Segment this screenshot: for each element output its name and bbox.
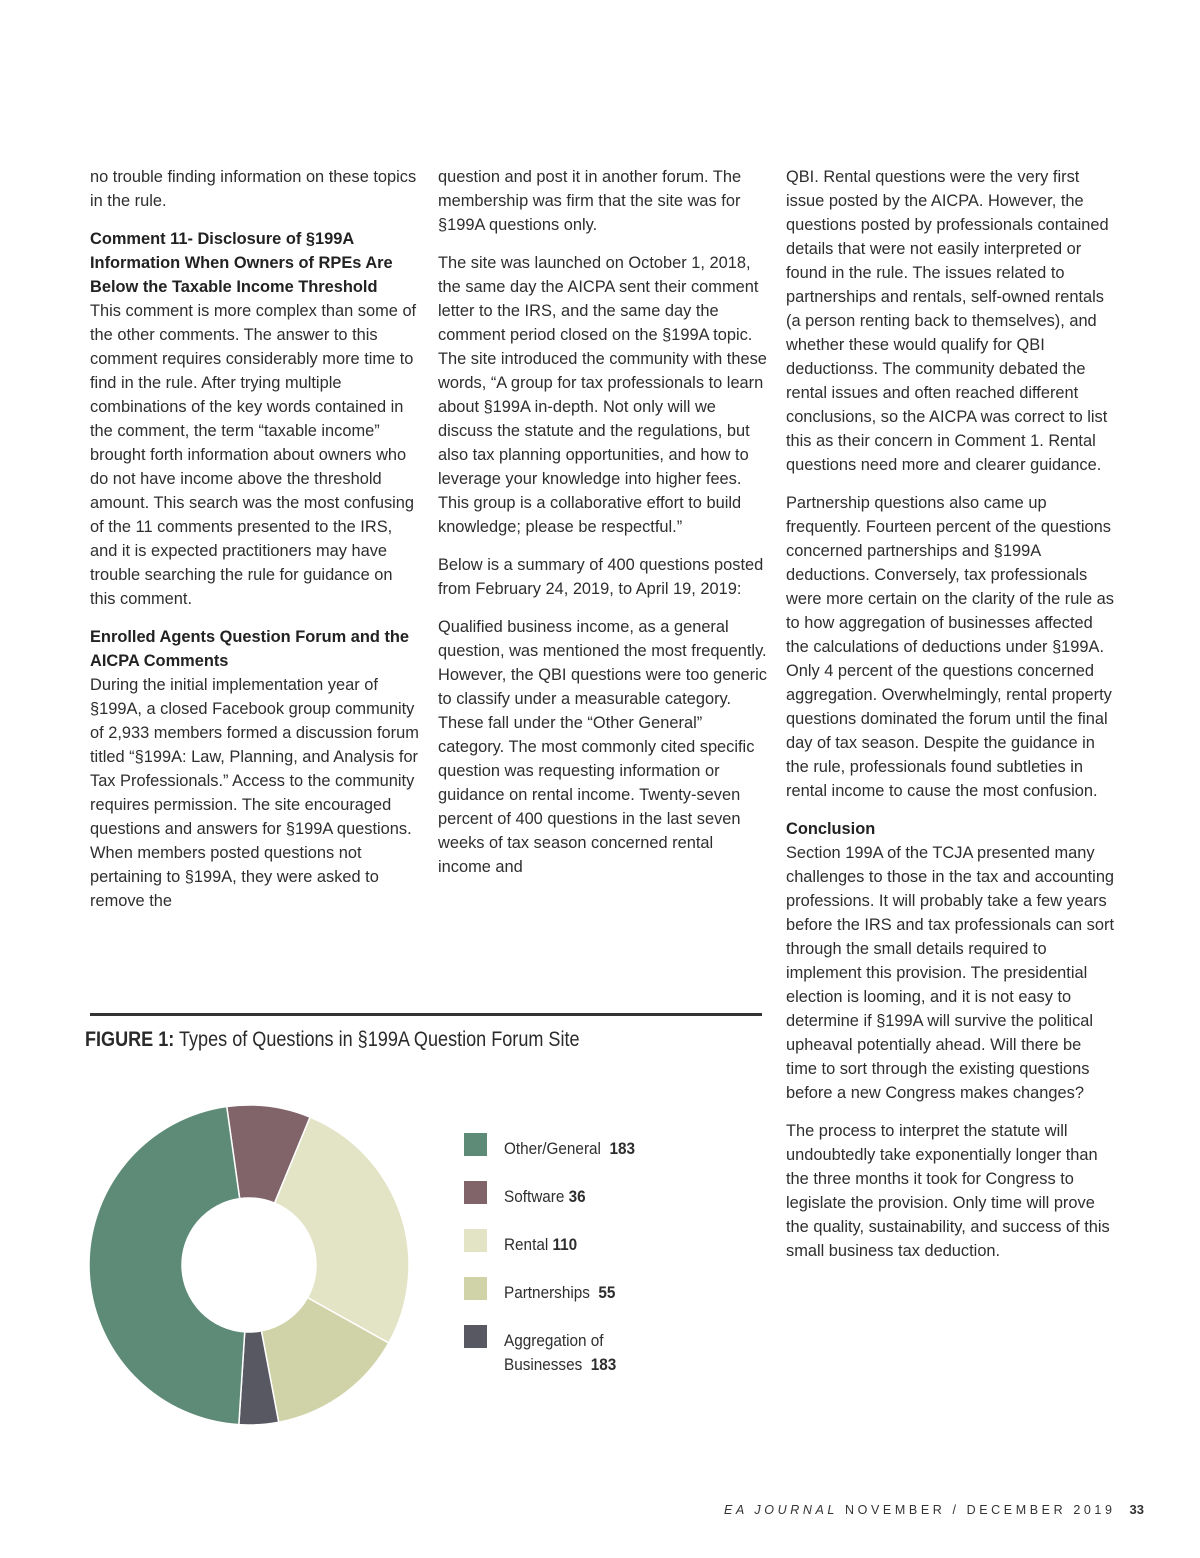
journal-name: EA JOURNAL: [723, 1503, 838, 1517]
column-3: [786, 165, 1116, 1277]
legend-label: Software: [504, 1187, 565, 1206]
legend-value: 55: [598, 1283, 616, 1302]
paragraph: The site was launched on October 1, 2018, the same day the AICPA sent their comment letter to the IRS, and the same day the comment period closed on the §199A topic. The site introduced the community with these words, “A group for tax professionals to learn about §199A in-depth. Not only will we discuss the statute and the regulations, but also tax planning opportunities, and how to leverage your knowledge into higher fees. This group is a collaborative effort to build knowledge; please be respectful.”: [438, 254, 767, 536]
paragraph: This comment is more complex than some of the other comments. The answer to this comment requires considerably more time to find in the rule. After trying multiple combinations of the key words contained in the comment, the term “taxable income” brought forth information about owners who do not have income above the threshold amount. This search was the most confusing of the 11 comments presented to the IRS, and it is expected practitioners may have trouble searching the rule for guidance on this comment.: [90, 302, 417, 608]
column-2: [438, 165, 768, 893]
heading-forum: Enrolled Agents Question Forum and the AICPA Comments: [90, 628, 410, 670]
donut-chart: [85, 1100, 415, 1430]
legend-value: 183: [609, 1139, 636, 1158]
figure-label: FIGURE 1:: [85, 1028, 175, 1051]
figure-title: [85, 1028, 580, 1052]
legend-label-line2: Businesses: [504, 1355, 583, 1374]
heading-conclusion: Conclusion: [786, 820, 876, 838]
heading-comment-11: Comment 11- Disclosure of §199A Information When Owners of RPEs Are Below the Taxable Income Threshold: [90, 230, 393, 296]
legend-value: 110: [552, 1235, 578, 1254]
paragraph: no trouble finding information on these topics in the rule.: [90, 168, 417, 210]
page-footer: [724, 1502, 1144, 1517]
legend-swatch: [464, 1277, 487, 1300]
legend-swatch: [464, 1181, 487, 1204]
paragraph: The process to interpret the statute will undoubtedly take exponentially longer than the three months it took for Congress to legislate the provision. Only time will prove the quality, sustainability, and success of this small business tax deduction.: [786, 1122, 1110, 1260]
donut-slice-other-general: [89, 1107, 245, 1425]
paragraph: Section 199A of the TCJA presented many challenges to those in the tax and accounting professions. It will probably take a few years before the IRS and tax professionals can sort through the small details required to implement this provision. The presidential election is looming, and it is not easy to determine if §199A will survive the political upheaval potentially ahead. Will there be time to sort through the existing questions before a new Congress makes changes?: [786, 844, 1115, 1102]
paragraph: Partnership questions also came up frequently. Fourteen percent of the questions concerned partnerships and §199A deductions. Conversely, tax professionals were more certain on the clarity of the rule as to how aggregation of businesses affected the calculations of deductions under §199A. Only 4 percent of the questions concerned aggregation. Overwhelmingly, rental property questions dominated the forum until the final day of tax season. Despite the guidance in the rule, professionals found subtleties in rental income to cause the most confusion.: [786, 494, 1114, 800]
legend-value: 183: [590, 1355, 617, 1374]
legend-label: Partnerships: [504, 1283, 590, 1302]
page-number: 33: [1129, 1502, 1144, 1517]
section-forum: [90, 625, 420, 913]
legend-swatch: [464, 1133, 487, 1156]
legend-swatch: [464, 1229, 487, 1252]
figure-caption: Types of Questions in §199A Question Forum Site: [174, 1028, 580, 1051]
legend-swatch: [464, 1325, 487, 1348]
section-comment-11: [90, 227, 420, 611]
figure-divider: [90, 1013, 762, 1016]
section-conclusion: [786, 817, 1116, 1105]
paragraph: QBI. Rental questions were the very first issue posted by the AICPA. However, the questions posted by professionals contained details that were not easily interpreted or found in the rule. The issues related to partnerships and rentals, self-owned rentals (a person renting back to themselves), and whether these would qualify for QBI deductionss. The community debated the rental issues and often reached different conclusions, so the AICPA was correct to list this as their concern in Comment 1. Rental questions need more and clearer guidance.: [786, 168, 1109, 474]
legend-label: Aggregation of: [504, 1331, 604, 1350]
column-1: [90, 165, 420, 927]
paragraph: Below is a summary of 400 questions posted from February 24, 2019, to April 19, 2019:: [438, 556, 764, 598]
paragraph: During the initial implementation year of §199A, a closed Facebook group community of 2,933 members formed a discussion forum titled “§199A: Law, Planning, and Analysis for Tax Professionals.” Access to the community requires permission. The site encouraged questions and answers for §199A questions. When members posted questions not pertaining to §199A, they were asked to remove the: [90, 676, 419, 910]
paragraph: question and post it in another forum. The membership was firm that the site was for §199A questions only.: [438, 168, 742, 234]
legend-label: Other/General: [504, 1139, 601, 1158]
paragraph: Qualified business income, as a general question, was mentioned the most frequently. However, the QBI questions were too generic to classify under a measurable category. These fall under the “Other General” category. The most commonly cited specific question was requesting information or guidance on rental income. Twenty-seven percent of 400 questions in the last seven weeks of tax season concerned rental income and: [438, 618, 767, 876]
legend-value: 36: [568, 1187, 586, 1206]
legend-label: Rental: [504, 1235, 549, 1254]
issue-date: NOVEMBER / DECEMBER 2019: [837, 1503, 1116, 1517]
